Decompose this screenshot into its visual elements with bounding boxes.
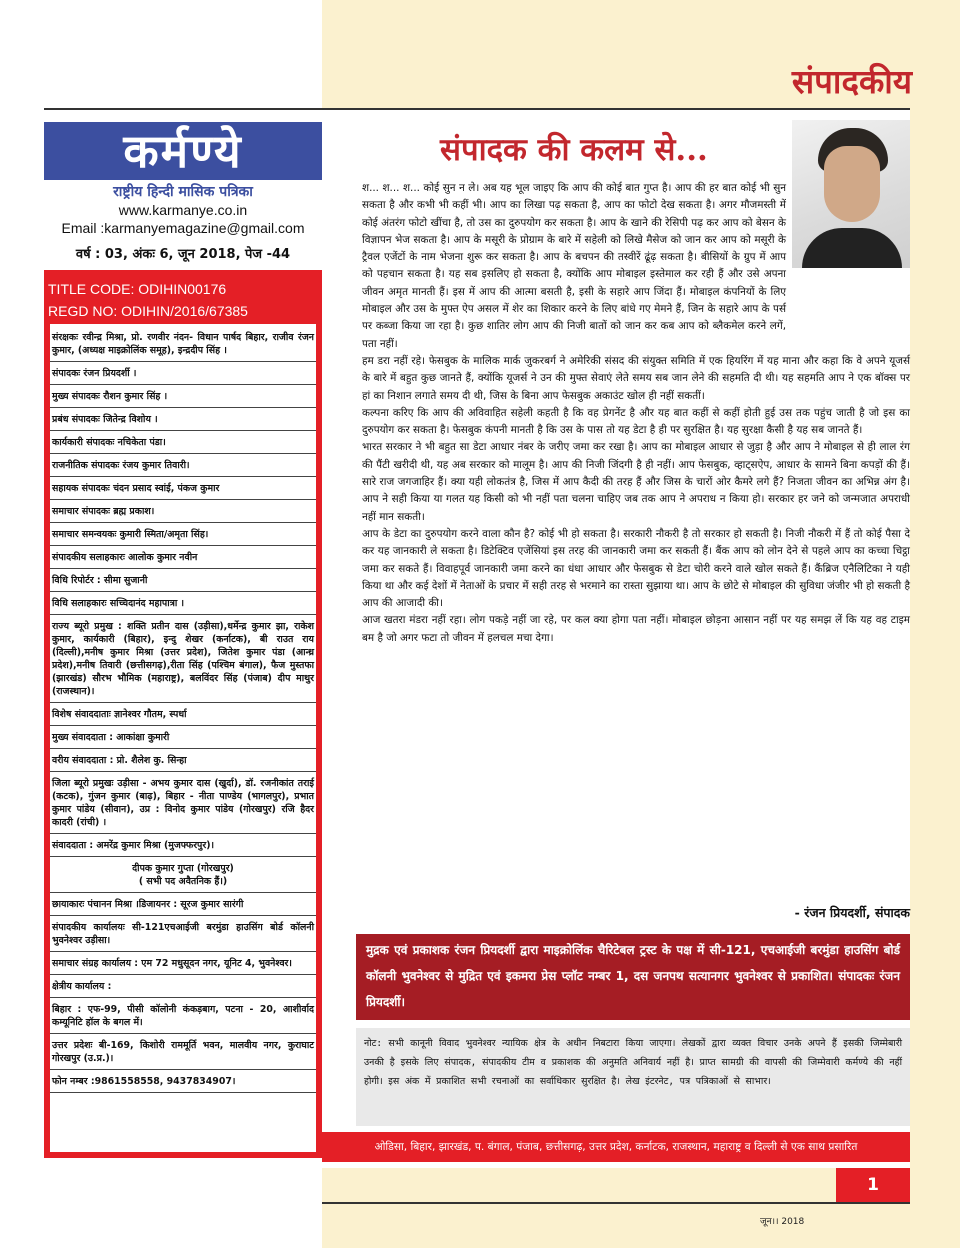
masthead-column (44, 122, 322, 1158)
regd-number: REGD NO: ODIHIN/2016/67385 (48, 303, 248, 319)
credit-legal-reporter: विधि रिपोर्टर : सीमा सुजानी (50, 569, 316, 592)
header-divider (44, 108, 910, 110)
credit-special-correspondents: विशेष संवाददाताः ज्ञानेश्वर गौतम, स्पर्धा (50, 703, 316, 726)
credit-managing-editor: प्रबंध संपादकः जितेन्द्र विशोय । (50, 408, 316, 431)
page-number: 1 (836, 1168, 910, 1202)
editorial-body (362, 180, 910, 647)
title-code: TITLE CODE: ODIHIN00176 (48, 281, 227, 297)
credit-editorial-office: संपादकीय कार्यालयः सी-121एचआईजी बरमुंडा हाउसिंग बोर्ड कॉलनी भुवनेश्वर उड़ीसा। (50, 916, 316, 952)
credit-chief-editor: मुख्य संपादकः रौशन कुमार सिंह । (50, 385, 316, 408)
editor-signature: - रंजन प्रियदर्शी, संपादक (794, 905, 910, 920)
editorial-paragraph-4: भारत सरकार ने भी बहुत सा डेटा आधार नंबर के जरीए जमा कर रखा है। आप का मोबाइल आधार से जुड़ा है और आप ने मोबाइल से ही लाल रंग की पैंटी खरीदी थी, यह अब सरकार को मालूम है। आप की निजी जिंदगी है ही नहीं। आप फेसबुक, व्हाट्सऐप, आधार के सामने बिना कपड़ों की हैं। सारे राज जगजाहिर हैं। क्या यही लोकतंत्र है, जिस में आप कैदी की तरह हैं और जिस के चारों ओर कैमरे लगे हैं? निजता जीवन का अभिन्न अंग है। आप ने सही किया या गलत यह किसी को भी नहीं पता चलना चाहिए जब तक आप ने अपराध न किया हो। सरकार हर जने को जन्मजात अपराधी नहीं मान सकती। (362, 441, 910, 523)
credit-state-bureau-chiefs: राज्य ब्यूरो प्रमुख : शक्ति प्रतीन दास (उड़ीसा),धर्मेन्द्र कुमार झा, राकेश कुमार, कार्यकारी (बिहार), इन्दु शेखर (कर्नाटक), बी राउत राय (दिल्ली),मनीष कुमार मिश्रा (उत्तर प्रदेश), जितेश कुमार पंडा (आन्ध्र प्रदेश),मनीष तिवारी (छत्तीसगढ़),रीता सिंह (पश्चिम बंगाल), फैज मुस्तफा (झारखंड) सौरभ भौमिक (महाराष्ट्र), बलविंदर सिंह (पंजाब) दीप माथुर (राजस्थान)। (50, 615, 316, 703)
magazine-tagline: राष्ट्रीय हिन्दी मासिक पत्रिका (113, 184, 253, 200)
editorial-headline: संपादक की कलम से... (440, 132, 708, 168)
magazine-logo: कर्मण्ये (44, 122, 322, 180)
footer-divider (322, 1202, 910, 1204)
credit-patrons: संरक्षकः रवीन्द्र मिश्रा, प्रो. रणवीर नंदन- विधान पार्षद बिहार, राजीव रंजन कुमार, (अध्यक्ष माइक्रोलिंक समूह), इन्द्रदीप सिंह । (50, 326, 316, 362)
credit-chief-correspondent: मुख्य संवाददाता : आकांक्षा कुमारी (50, 726, 316, 749)
credit-regional-office: क्षेत्रीय कार्यालय : (50, 975, 316, 998)
credit-political-editor: राजनीतिक संपादकः रंजय कुमार तिवारी। (50, 454, 316, 477)
credit-editor: संपादकः रंजन प्रियदर्शी । (50, 362, 316, 385)
credits-list (50, 326, 316, 1093)
credit-senior-correspondent: वरीय संवाददाता : प्रो. शैलेश कु. सिन्हा (50, 749, 316, 772)
credit-up-office: उत्तर प्रदेशः बी-169, किशोरी राममूर्ति भवन, मालवीय नगर, कुराघाट गोरखपुर (उ.प्र.)। (50, 1034, 316, 1070)
credit-news-coordinators: समाचार समन्वयकः कुमारी स्मिता/अमृता सिंह। (50, 523, 316, 546)
credit-district-bureau-chiefs: जिला ब्यूरो प्रमुखः उड़ीसा - अभय कुमार दास (खुर्दा), डॉ. रजनीकांत तराई (कटक), गुंजन कुमार (बाढ़), बिहार - नीता पाण्डेय (भागलपुर), प्रभात कुमार पांडेय (सीवान), उप्र : विनोद कुमार पांडेय (गोरखपुर) रजि हैदर कादरी (रांची) । (50, 772, 316, 834)
issue-details: वर्ष : 03, अंकः 6, जून 2018, पेज -44 (75, 247, 291, 262)
editorial-paragraph-1: श... श... श... कोई सुन न ले। अब यह भूल जाइए कि आप की कोई बात गुप्त है। आप की हर बात कोई भी सुन सकता है और कभी भी कहीं भी। आप का लिखा पढ़ सकता है, आप का फोटो देख सकता है। अगर मौजमस्ती में कोई अंतरंग फोटो खींचा है, तो उस का दुरुपयोग कर सकता है। आप के खाने की रेसिपी पढ़ कर आप को बेसन के विज्ञापन भेज सकता है। आप के मसूरी के प्रोग्राम के बारे में सहेली को लिखे मैसेज को जान कर आप को मसूरी के ट्रैवल एजेंटों के नाम भेजना शुरू कर सकता है। आप के बचपन की तस्वीरें ढूंढ़ सकता है। बीसियों के ग्रुप में आप को पहचान सकता है। यह सब इसलिए हो सकता है, क्योंकि आप मोबाइल इस्तेमाल कर रही हैं और उसे अपना जीवन अमृत मानती हैं। इस में आप की आत्मा बसती है, इसी के सहारे आप जिंदा हैं। मोबाइल कंपनियों के लिए मोबाइल और उस के मुफ्त ऐप असल में शेर का शिकार करने के लिए बांधे गए मेमने हैं, जिन के सहारे आप के पर्स पर कब्जा किया जा रहा है। कुछ शातिर लोग आप की निजी बातों को जान कर कब आप को ब्लैकमेल करने लगें, पता नहीं। (362, 182, 786, 350)
printer-publisher-line: मुद्रक एवं प्रकाशक रंजन प्रियदर्शी द्वारा माइक्रोलिंक चैरिटेबल ट्रस्ट के पक्ष में सी-121, एचआईजी बरमुंडा हाउसिंग बोर्ड कॉलनी भुवनेश्वर से मुद्रित एवं इकमरा प्रेस प्लॉट नम्बर 1, दस जनपथ सत्यानगर भुवनेश्वर से प्रकाशित। संपादकः रंजन प्रियदर्शी। (356, 934, 910, 1020)
section-title: संपादकीय (791, 62, 912, 101)
credit-news-office: समाचार संग्रह कार्यालय : एम 72 मधुसूदन नगर, यूनिट 4, भुवनेश्वर। (50, 952, 316, 975)
credit-correspondent: संवाददाता : अमरेंद्र कुमार मिश्रा (मुजफ्फरपुर)। (50, 834, 316, 857)
editorial-paragraph-3: कल्पना करिए कि आप की अविवाहित सहेली कहती है कि वह प्रेगनेंट है और यह बात कहीं से कहीं होती हुई उस तक पहुंच जाती है जो इस का दुरुपयोग कर सकता है। फेसबुक कंपनी मानती है कि उस के पास तो यह डेटा है ही पर सुरक्षित है। यह सुरक्षा कैसी है यह सब जानते हैं। (362, 406, 910, 437)
credit-bihar-office: बिहार : एफ-99, पीसी कॉलोनी कंकड़बाग, पटना - 20, आशीर्वाद कम्यूनिटि हॉल के बगल में। (50, 998, 316, 1034)
registration-band (44, 270, 322, 324)
credit-photographer-designer: छायाकारः पंचानन मिश्रा ।डिजायनर : सूरज कुमार सारंगी (50, 893, 316, 916)
credit-honorary-note: दीपक कुमार गुप्ता (गोरखपुर) ( सभी पद अवैतनिक हैं।) (50, 857, 316, 893)
credit-editorial-advisor: संपादकीय सलाहकारः आलोक कुमार नवीन (50, 546, 316, 569)
website-link[interactable]: www.karmanye.co.in (118, 202, 248, 218)
credit-legal-advisor: विधि सलाहकारः सच्चिदानंद महापात्रा । (50, 592, 316, 615)
email-link[interactable]: Email :karmanyemagazine@gmail.com (61, 220, 305, 236)
editorial-paragraph-2: हम डरा नहीं रहे। फेसबुक के मालिक मार्क जुकरबर्ग ने अमेरिकी संसद की संयुक्त समिति में एक हियरिंग में यह माना और कहा कि वे अपने यूजर्स के बारे में बहुत कुछ जानते हैं, क्योंकि यूजर्स ने उन की मुफ्त सेवाएं लेते समय सब जान लेने की सहमति दी थी। यह सहमति आप ने एक बॉक्स पर हां का निशान लगाते समय दी थी, जिस के बिना आप फेसबुक अकाउंट खोल ही नहीं सकतीं। (362, 354, 910, 402)
editorial-paragraph-5: आप के डेटा का दुरुपयोग करने वाला कौन है? कोई भी हो सकता है। सरकारी नौकरी है तो सरकार हो सकती है। निजी नौकरी में हैं तो कोई पैसा दे कर यह जानकारी ले सकता है। डिटेक्टिव एजेंसियां इस तरह की जानकारी जमा कर सकती हैं। बैंक आप को लोन देने से पहले आप का कच्चा चिट्ठा जमा कर सकते हैं। विवाहपूर्व जानकारी जमा करने का धंधा आधार और फेसबुक से डेटा चोरी करने वाले खोल सकते हैं। कैंब्रिज एनैलिटिका ने यही किया था और कई देशों में नेताओं के प्रचार में सही तरह से भरमाने का रास्ता सुझाया था। आप के छोटे से मोबाइल की सुविधा जंजीर भी हो सकती है आप की आजादी की। (362, 527, 910, 610)
credit-news-editor: समाचार संपादकः ब्रह्म प्रकाश। (50, 500, 316, 523)
credit-phone: फोन नम्बर :9861558558, 9437834907। (50, 1070, 316, 1093)
editorial-paragraph-6: आज खतरा मंडरा नहीं रहा। लोग पकड़े नहीं जा रहे, पर कल क्या होगा पता नहीं। मोबाइल छोड़ना आसान नहीं पर यह समझ लें कि यह वह टाइम बम है जो अगर फटा तो जीवन में हलचल मचा देगा। (362, 614, 910, 644)
footer-date: जून।। 2018 (760, 1217, 805, 1227)
right-cream-margin (910, 108, 960, 1248)
states-distribution-band: ओडिसा, बिहार, झारखंड, प. बंगाल, पंजाब, छत्तीसगढ़, उत्तर प्रदेश, कर्नाटक, राजस्थान, महाराष्ट्र व दिल्ली से एक साथ प्रसारित (322, 1132, 910, 1162)
credit-executive-editor: कार्यकारी संपादकः नचिकेता पंडा। (50, 431, 316, 454)
credit-assistant-editors: सहायक संपादकः चंदन प्रसाद स्वांई, पंकज कुमार (50, 477, 316, 500)
legal-note: नोट: सभी कानूनी विवाद भुवनेश्वर न्यायिक क्षेत्र के अधीन निबटारा किया जाएगा। लेखकों द्वारा व्यक्त विचार उनके अपने हैं इसकी जिम्मेबारी उनकी है इसके लिए संपादक, संपादकीय टीम व प्रकाशक की अनुमति अनिवार्य नहीं है। प्राप्त सामग्री की वापसी की जिम्मेवारी कर्मण्ये की नहीं होगी। इस अंक में प्रकाशित सभी रचनाओं का सर्वाधिकार सुरक्षित है। लेख इंटरनेट, पत्र पत्रिकाओं से साभार। (356, 1028, 910, 1126)
